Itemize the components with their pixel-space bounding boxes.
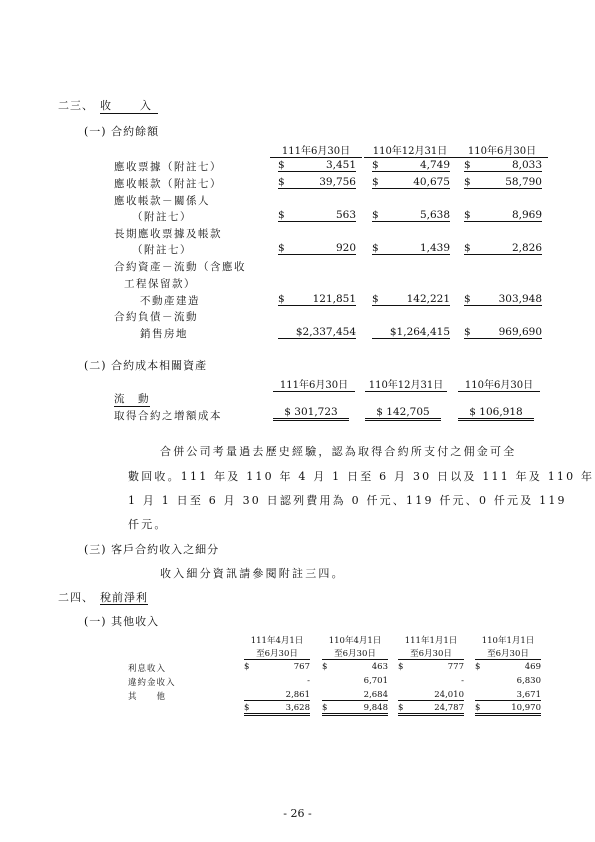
currency-sign: $: [372, 242, 379, 254]
cell-value: 1,439: [419, 242, 450, 254]
cell-value: 121,851: [312, 293, 356, 305]
currency-sign: $: [464, 176, 471, 188]
paragraph-line-1: 合併公司考量過去歷史經驗，認為取得合約所支付之佣金可全: [160, 445, 517, 458]
column-header-line-2: 至6月30日: [475, 647, 541, 660]
column-header-line-2: 至6月30日: [322, 647, 388, 660]
table-cell: [322, 690, 388, 701]
currency-sign: $: [372, 159, 379, 171]
cell-value: 2,826: [511, 242, 542, 254]
column-header-line-1: 111年1月1日: [404, 636, 458, 646]
table-cell: [278, 326, 356, 339]
currency-sign: $: [244, 703, 250, 713]
currency-sign: $: [322, 703, 328, 713]
cell-value: 3,628: [285, 703, 310, 713]
row-label: （附註七）: [132, 244, 192, 256]
cell-value: 9,848: [363, 703, 388, 713]
cell-value: -: [307, 676, 310, 686]
cell-value: 39,756: [319, 176, 356, 188]
table-cell: [398, 676, 464, 686]
cell-value: 2,684: [363, 690, 388, 700]
row-label: 銷售房地: [140, 328, 188, 340]
currency-sign: $: [464, 326, 471, 338]
other-income-heading: (一) 其他收入: [84, 615, 160, 628]
currency-sign: $: [278, 209, 285, 221]
row-label: 合約負債－流動: [114, 311, 198, 323]
table-cell: [464, 242, 542, 255]
table-cell: [475, 690, 541, 701]
row-label: 不動產建造: [140, 295, 200, 307]
section-23-title: 收 入: [100, 97, 158, 114]
cell-value: 8,969: [511, 209, 542, 221]
row-label: 應收帳款（附註七）: [114, 178, 222, 190]
currency-sign: $: [464, 293, 471, 305]
cell-value: 767: [293, 662, 310, 672]
currency-sign: $: [464, 242, 471, 254]
total-cell: [398, 703, 464, 716]
cell-value: 5,638: [419, 209, 450, 221]
cell-value: 2,861: [285, 690, 310, 700]
currency-sign: $: [322, 662, 328, 672]
cell-value: 3,671: [516, 690, 541, 700]
revenue-breakdown-heading: (三) 客戶合約收入之細分: [84, 543, 220, 556]
row-label: 工程保留款）: [124, 278, 196, 290]
column-header-line-1: 111年4月1日: [250, 636, 304, 646]
column-header: 111年6月30日: [273, 376, 355, 392]
row-label: 長期應收票據及帳款: [114, 228, 222, 240]
table-cell: [372, 209, 450, 222]
column-header: 111年6月30日: [270, 142, 362, 158]
cell-value: 58,790: [505, 176, 542, 188]
table-cell: [372, 176, 450, 189]
cell-value: 3,451: [325, 159, 356, 171]
table-cell: [322, 676, 388, 686]
currency-sign: $: [244, 662, 250, 672]
currency-sign: $: [372, 209, 379, 221]
cell-value: 920: [335, 242, 356, 254]
section-23-heading: [58, 97, 158, 114]
cell-value: 142,221: [406, 293, 450, 305]
cell-value: 10,970: [511, 703, 541, 713]
section-24-number: 二四、: [58, 591, 94, 604]
row-label: 違約金收入: [128, 678, 176, 688]
table-cell: [278, 242, 356, 255]
cell-value: 4,749: [419, 159, 450, 171]
contract-cost-row-label: 取得合約之增額成本: [114, 410, 222, 422]
currency-sign: $: [278, 159, 285, 171]
table-cell: [464, 209, 542, 222]
table-cell: $ 106,918: [458, 406, 534, 421]
row-label: 合約資產－流動（含應收: [114, 261, 246, 273]
column-header: 110年6月30日: [458, 376, 540, 392]
cell-value: 463: [371, 662, 388, 672]
currency-sign: $: [464, 159, 471, 171]
table-cell: [244, 676, 310, 686]
section-24-heading: [58, 589, 148, 605]
table-cell: [278, 159, 356, 172]
row-label: 應收票據（附註七）: [114, 161, 222, 173]
table-cell: $ 301,723: [273, 406, 349, 421]
table-cell: [475, 662, 541, 672]
cell-value: $2,337,454: [295, 326, 356, 338]
page-number: - 26 -: [283, 807, 312, 820]
total-cell: [475, 703, 541, 716]
total-cell: [322, 703, 388, 716]
row-label: 利息收入: [128, 664, 167, 674]
table-cell: [372, 159, 450, 172]
column-header: 110年12月31日: [365, 376, 447, 392]
table-cell: $ 142,705: [365, 406, 441, 421]
cell-value: 469: [524, 662, 541, 672]
currency-sign: $: [278, 293, 285, 305]
cell-value: 8,033: [511, 159, 542, 171]
currency-sign: $: [398, 662, 404, 672]
table-cell: [278, 176, 356, 189]
table-cell: [464, 176, 542, 189]
table-cell: [464, 159, 542, 172]
section-23-number: 二三、: [58, 99, 94, 112]
table-cell: [244, 662, 310, 672]
row-label: 應收帳款－關係人: [114, 195, 210, 207]
cell-value: 303,948: [498, 293, 542, 305]
table-cell: [464, 326, 542, 339]
row-label: （附註七）: [132, 211, 192, 223]
currency-sign: $: [398, 703, 404, 713]
cell-value: $1,264,415: [389, 326, 450, 338]
table-cell: [322, 662, 388, 672]
row-label: 其 他: [128, 692, 167, 702]
table-cell: [464, 293, 542, 306]
cell-value: 24,787: [434, 703, 464, 713]
currency-sign: $: [372, 176, 379, 188]
currency-sign: $: [372, 293, 379, 305]
paragraph-line-4: 仟元。: [128, 518, 168, 531]
table-cell: [372, 242, 450, 255]
paragraph-line-3: 1 月 1 日至 6 月 30 日認列費用為 0 仟元、119 仟元、0 仟元及 119: [128, 494, 567, 507]
table-cell: [278, 293, 356, 306]
revenue-breakdown-text: 收入細分資訊請參閱附註三四。: [160, 567, 345, 580]
paragraph-line-2: 數回收。111 年及 110 年 4 月 1 日至 6 月 30 日以及 111 年及 110 年: [128, 470, 595, 483]
cell-value: 6,830: [516, 676, 541, 686]
table-cell: [244, 690, 310, 701]
total-cell: [244, 703, 310, 716]
column-header-line-1: 110年1月1日: [481, 636, 535, 646]
column-header: 110年6月30日: [456, 142, 548, 158]
currency-sign: $: [475, 703, 481, 713]
column-header-line-1: 110年4月1日: [328, 636, 382, 646]
cell-value: 40,675: [413, 176, 450, 188]
currency-sign: $: [464, 209, 471, 221]
table-cell: [278, 209, 356, 222]
cell-value: -: [461, 676, 464, 686]
column-header-line-2: 至6月30日: [398, 647, 464, 660]
contract-balance-heading: (一) 合約餘額: [84, 125, 160, 138]
table-cell: [372, 293, 450, 306]
table-cell: [372, 326, 450, 339]
cell-value: 777: [447, 662, 464, 672]
contract-cost-section-label: 流 動: [114, 393, 150, 405]
cell-value: 969,690: [498, 326, 542, 338]
column-header: 110年12月31日: [364, 142, 456, 158]
section-24-title: 稅前淨利: [100, 591, 148, 604]
currency-sign: $: [475, 662, 481, 672]
currency-sign: $: [278, 176, 285, 188]
table-cell: [398, 662, 464, 672]
table-cell: [398, 690, 464, 701]
table-cell: [475, 676, 541, 686]
cell-value: 563: [335, 209, 356, 221]
cell-value: 6,701: [363, 676, 388, 686]
contract-cost-heading: (二) 合約成本相關資產: [84, 359, 208, 372]
column-header-line-2: 至6月30日: [244, 647, 310, 660]
currency-sign: $: [278, 242, 285, 254]
cell-value: 24,010: [434, 690, 464, 700]
